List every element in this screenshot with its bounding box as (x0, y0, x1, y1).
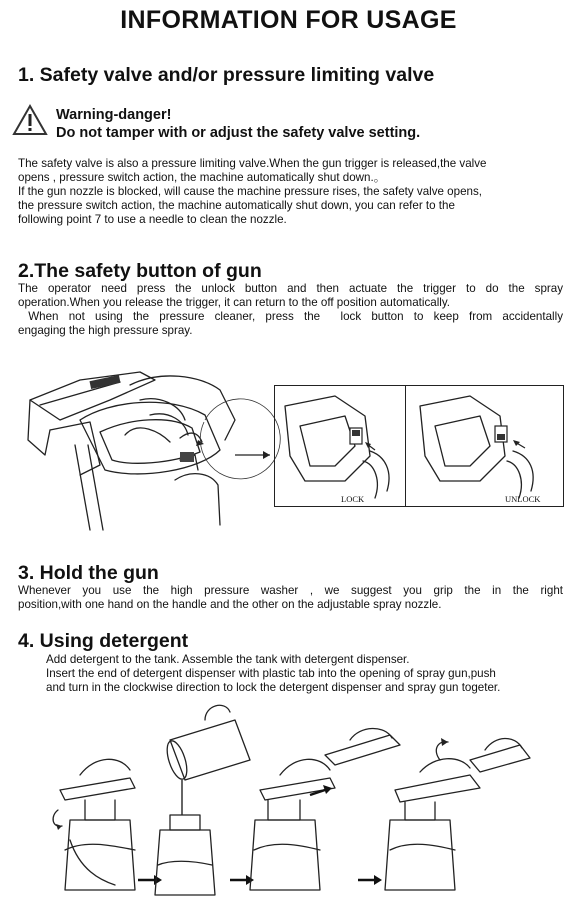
section-1-heading: 1. Safety valve and/or pressure limiting valve (18, 64, 435, 86)
lock-label: LOCK (341, 494, 365, 504)
section-4-heading: 4. Using detergent (18, 630, 189, 652)
paragraph-line: following point 7 to use a needle to clean the nozzle. (18, 213, 287, 226)
paragraph-line: operation.When you release the trigger, it can return to the off position automatically. (18, 296, 451, 309)
section-2-heading: 2.The safety button of gun (18, 260, 262, 282)
warning-triangle-icon (12, 104, 48, 136)
step-1-tank (53, 759, 135, 890)
paragraph-line: Insert the end of detergent dispenser with plastic tab into the opening of spray gun,push (46, 667, 496, 680)
paragraph-line: Whenever you use the high pressure washer , we suggest you grip the in the right (18, 584, 563, 597)
warning-text: Do not tamper with or adjust the safety valve setting. (56, 125, 421, 141)
spray-gun-handle-illustration (20, 360, 270, 540)
paragraph-line: If the gun nozzle is blocked, will cause the machine pressure rises, the safety valve opens, (18, 185, 482, 198)
section-3-heading: 3. Hold the gun (18, 562, 159, 584)
paragraph-line: engaging the high pressure spray. (18, 324, 193, 337)
warning-title: Warning-danger! (56, 107, 172, 123)
step-3-insert (250, 728, 400, 890)
paragraph-line: When not using the pressure cleaner, press the lock button to keep from accidentally (18, 310, 563, 323)
paragraph-line: position,with one hand on the handle and the other on the adjustable spray nozzle. (18, 598, 442, 611)
paragraph-line: and turn in the clockwise direction to lock the detergent dispenser and spray gun togeter. (46, 681, 501, 694)
lock-unlock-inset (274, 385, 564, 507)
paragraph-line: Add detergent to the tank. Assemble the tank with detergent dispenser. (46, 653, 410, 666)
paragraph-line: The operator need press the unlock button and then actuate the trigger to do the spray (18, 282, 563, 295)
step-2-pour (155, 705, 250, 895)
section-3-body (18, 584, 563, 612)
paragraph-line: the pressure switch action, the machine automatically shut down, you can refer to the (18, 199, 455, 212)
lock-unlock-diagram (275, 386, 565, 508)
unlock-label: UNLOCK (505, 494, 541, 504)
section-4-body (46, 653, 566, 695)
paragraph-line: opens , pressure switch action, the machine automatically shut down.。 (18, 171, 386, 184)
section-1-body (18, 157, 563, 227)
paragraph-line: The safety valve is also a pressure limiting valve.When the gun trigger is released,the valve (18, 157, 487, 170)
step-4-turn (385, 738, 530, 890)
page-title: INFORMATION FOR USAGE (120, 6, 457, 34)
detergent-steps-illustration (40, 700, 560, 900)
section-2-body (18, 282, 563, 338)
